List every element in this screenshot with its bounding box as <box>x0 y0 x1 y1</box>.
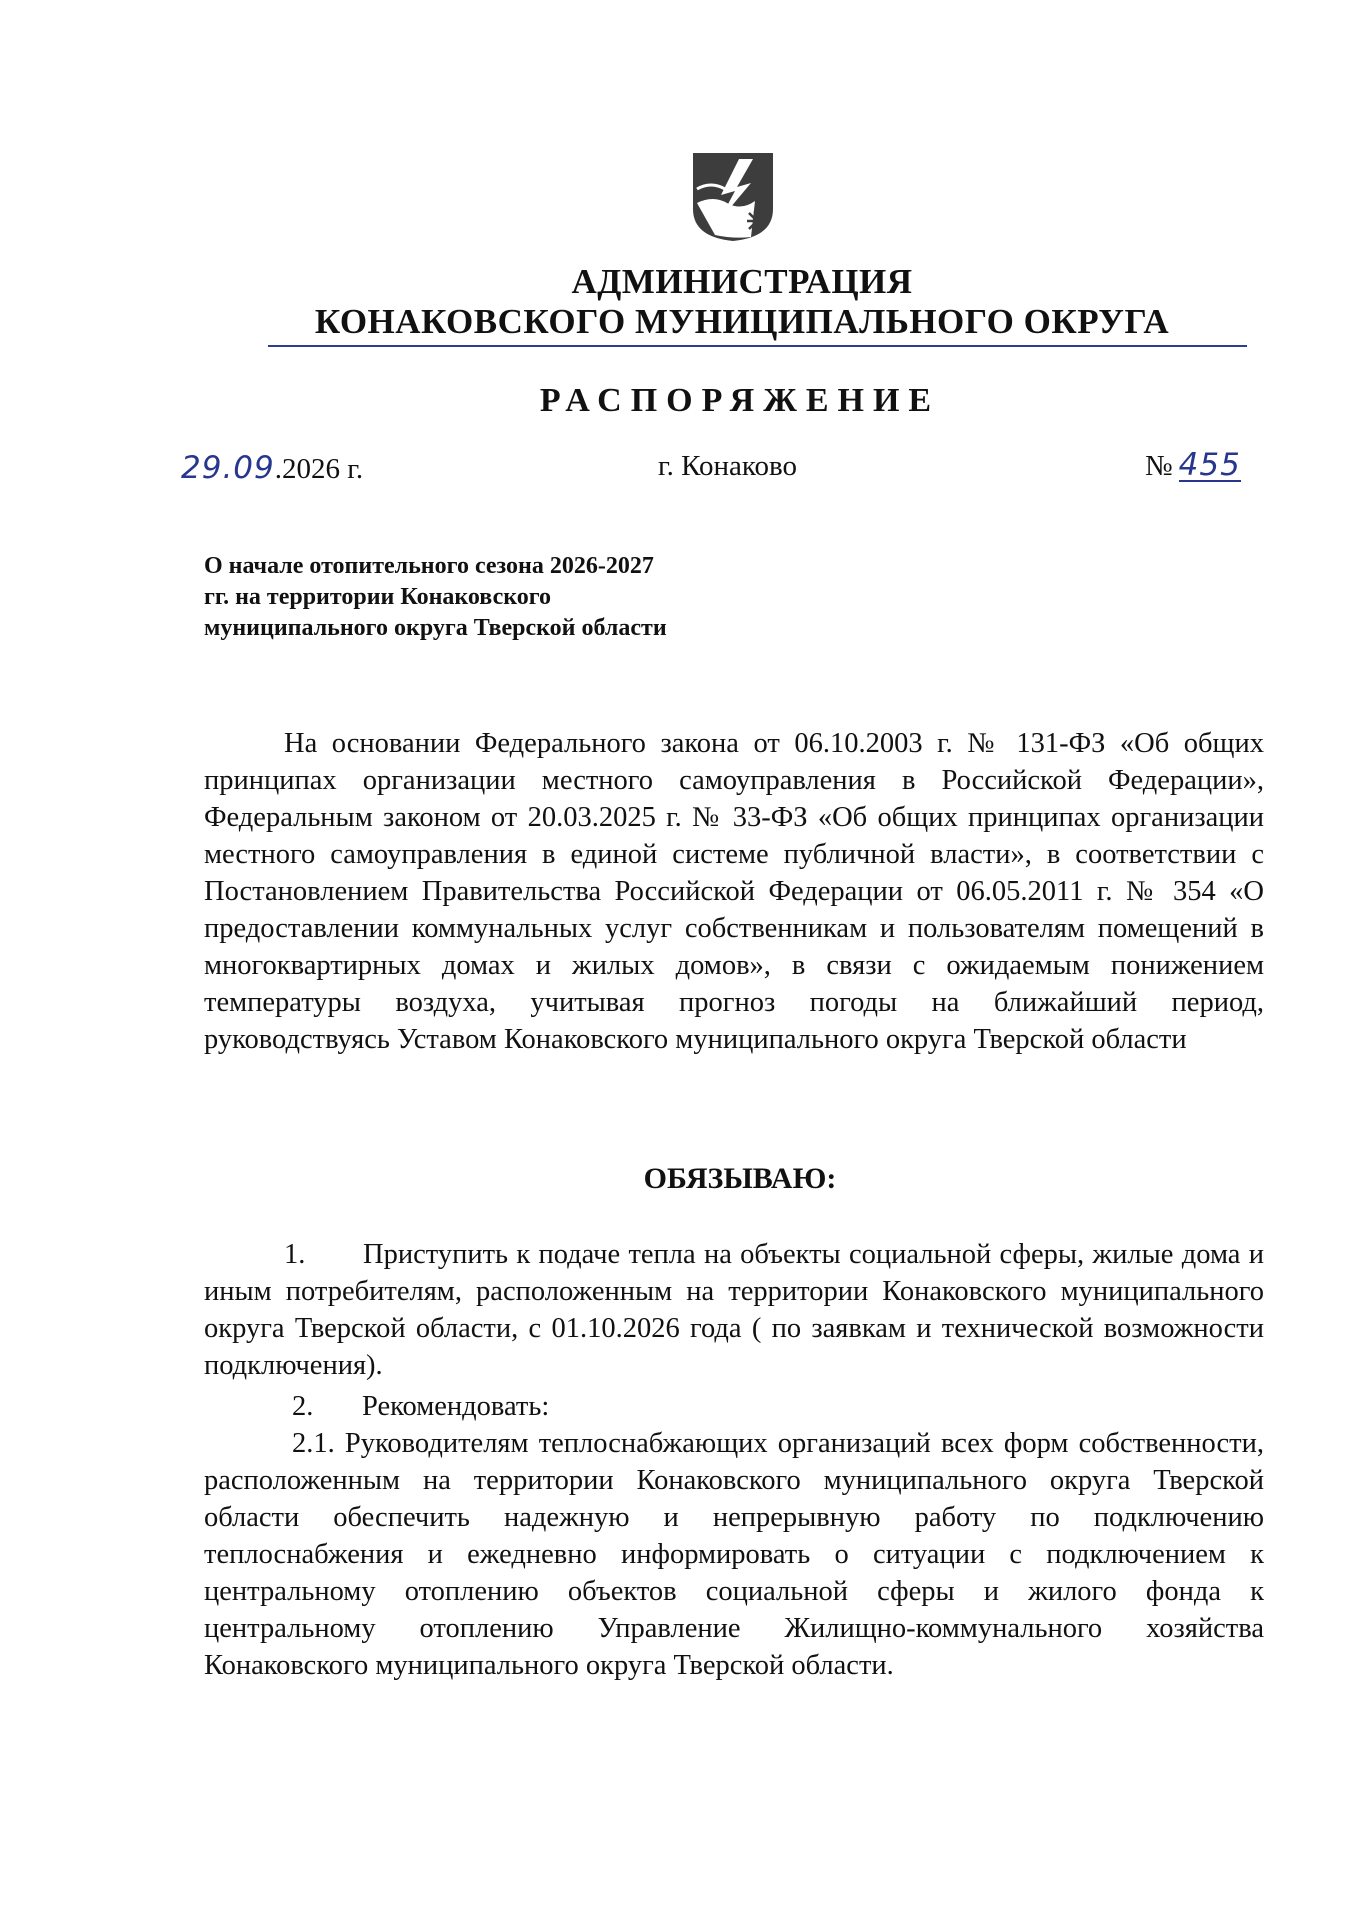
document-subject: О начале отопительного сезона 2026-2027 гг. на территории Конаковского муниципального округа Тверской области <box>204 553 667 641</box>
header-divider <box>268 345 1247 347</box>
preamble-paragraph: На основании Федерального закона от 06.10.2003 г. № 131-ФЗ «Об общих принципах организации местного самоуправления в Российской Федерации», Федеральным законом от 20.03.2025 г. № 33-ФЗ «Об общих принципах организации местного самоуправления в единой системе публичной власти», в соответствии с Постановлением Правительства Российской Федерации от 06.05.2011 г. № 354 «О предоставлении коммунальных услуг собственникам и пользователям помещений в многоквартирных домах и жилых домов», в связи с ожидаемым понижением температуры воздуха, учитывая прогноз погоды на ближайший период, руководствуясь Уставом Конаковского муниципального округа Тверской области <box>204 728 1264 1055</box>
document-city: г. Конаково <box>658 450 798 482</box>
handwritten-number: 455 <box>1178 447 1241 483</box>
item-text: Приступить к подаче тепла на объекты социальной сферы, жилые дома и иным потребителям, расположенным на территории Конаковского муниципального округа Тверской области, с 01.10.2026 года ( по заявкам и технической возможности подключения). <box>204 1239 1264 1381</box>
document-number <box>1145 447 1241 483</box>
handwritten-date: 29.09 <box>181 450 275 486</box>
coat-of-arms-icon <box>691 151 775 243</box>
number-label: № <box>1145 450 1173 482</box>
printed-year: .2026 г. <box>274 453 364 485</box>
item-text: Рекомендовать: <box>362 1391 550 1422</box>
item-number: 1. <box>284 1239 306 1270</box>
obligate-heading: ОБЯЗЫВАЮ: <box>643 1162 837 1195</box>
document-date <box>181 450 363 486</box>
item-text: Руководителям теплоснабжающих организаций всех форм собственности, расположенным на территории Конаковского муниципального округа Тверской области обеспечить надежную и непрерывную работу по подключению теплоснабжения и ежедневно информировать о ситуации с подключением к центральному отоплению объектов социальной сферы и жилого фонда к центральному отоплению Управление Жилищно-коммунального хозяйства Конаковского муниципального округа Тверской области. <box>204 1428 1264 1681</box>
item-number: 2.1. <box>292 1428 335 1459</box>
list-item <box>204 1236 1264 1384</box>
list-item <box>204 1425 1264 1684</box>
document-type-title: РАСПОРЯЖЕНИЕ <box>539 382 941 419</box>
list-item <box>204 1388 1264 1425</box>
organization-name-line1: АДМИНИСТРАЦИЯ <box>571 262 913 301</box>
organization-name-line2: КОНАКОВСКОГО МУНИЦИПАЛЬНОГО ОКРУГА <box>314 302 1170 341</box>
item-number: 2. <box>292 1391 314 1422</box>
